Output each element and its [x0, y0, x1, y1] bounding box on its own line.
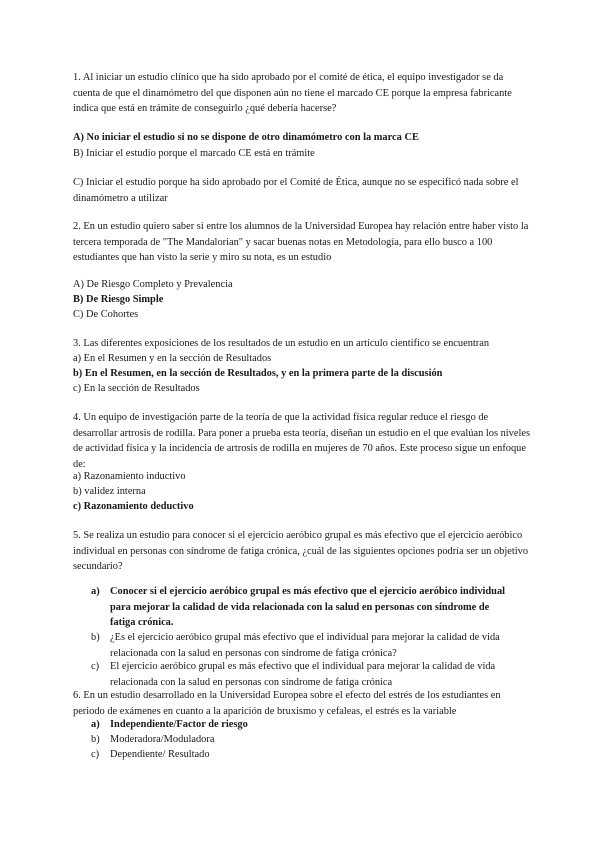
question-2-option-a: A) De Riesgo Completo y Prevalencia: [73, 279, 233, 290]
question-5-option-c: [91, 659, 511, 690]
option-text: Moderadora/Moduladora: [110, 734, 215, 745]
question-5-text: 5. Se realiza un estudio para conocer si el ejercicio aeróbico grupal es más efectivo que el ejercicio aeróbico individual en personas con síndrome de fatiga crónica, ¿cuál de las siguientes opciones podría ser un objetivo secundario?: [73, 530, 529, 572]
question-6-option-b: [91, 732, 214, 748]
question-1-option-b: B) Iniciar el estudio porque el marcado CE está en trámite: [73, 148, 315, 159]
option-text: ¿Es el ejercicio aeróbico grupal más efectivo que el individual para mejorar la calidad de vida relacionada con la salud en personas con síndrome de fatiga crónica?: [110, 632, 500, 659]
question-2-option-b: B) De Riesgo Simple: [73, 294, 164, 305]
question-3-option-a: a) En el Resumen y en la sección de Resultados: [73, 353, 272, 364]
question-5-option-b: [91, 630, 511, 661]
question-1-text: 1. Al iniciar un estudio clínico que ha sido aprobado por el comité de ética, el equipo investigador se da cuenta de que el dinamómetro del que disponen aún no tiene el marcado CE porque la empresa fabricante indica que está en trámite de conseguirlo ¿qué debería hacerse?: [73, 72, 512, 114]
option-label: b): [91, 734, 100, 745]
option-text: El ejercicio aeróbico grupal es más efectivo que el individual para mejorar la calidad de vida relacionada con la salud en personas con síndrome de fatiga crónica: [110, 661, 496, 688]
option-label: c): [91, 749, 100, 760]
question-5-option-a: [91, 584, 511, 631]
option-text: Independiente/Factor de riesgo: [110, 719, 248, 730]
question-4-option-c: c) Razonamiento deductivo: [73, 501, 194, 512]
question-5: [73, 528, 531, 575]
question-6-text: 6. En un estudio desarrollado en la Universidad Europea sobre el efecto del estrés de los estudiantes en periodo de exámenes en cuanto a la aparición de bruxismo y cefaleas, el estrés es la variable: [73, 690, 501, 717]
question-4-option-a: a) Razonamiento inductivo: [73, 471, 186, 482]
question-3: [73, 336, 543, 352]
option-text: Conocer si el ejercicio aeróbico grupal es más efectivo que el ejercicio aeróbico individual para mejorar la calidad de vida relacionada con la salud en personas con síndrome de fatiga crónica.: [110, 586, 506, 628]
question-4: [73, 410, 531, 472]
option-text: Dependiente/ Resultado: [110, 749, 210, 760]
question-2-text: 2. En un estudio quiero saber si entre los alumnos de la Universidad Europea hay relación entre haber visto la tercera temporada de "The Mandalorian" y sacar buenas notas en Metodología, para ello busco a 100 estudiantes que han visto la serie y miro su nota, es un estudio: [73, 221, 529, 263]
question-1: [73, 70, 531, 117]
question-6-option-c: [91, 747, 210, 763]
option-label: b): [91, 632, 100, 643]
question-3-option-b: b) En el Resumen, en la sección de Resultados, y en la primera parte de la discusión: [73, 368, 443, 379]
question-4-option-b: b) validez interna: [73, 486, 146, 497]
question-6: [73, 688, 531, 719]
question-2-option-c: C) De Cohortes: [73, 309, 139, 320]
question-6-option-a: [91, 717, 248, 733]
question-4-text: 4. Un equipo de investigación parte de la teoría de que la actividad física regular reduce el riesgo de desarrollar artrosis de rodilla. Para poner a prueba esta teoría, diseñan un estudio en el que evalúan los niveles de actividad física y la incidencia de artrosis de rodilla en mujeres de 70 años. Este proceso sigue un enfoque de:: [73, 412, 531, 470]
question-3-option-c: c) En la sección de Resultados: [73, 383, 200, 394]
option-label: a): [91, 586, 100, 597]
option-label: a): [91, 719, 100, 730]
question-3-text: 3. Las diferentes exposiciones de los resultados de un estudio en un artículo científico se encuentran: [73, 338, 490, 349]
question-2: [73, 219, 531, 266]
question-1-option-a: A) No iniciar el estudio si no se dispone de otro dinamómetro con la marca CE: [73, 132, 419, 143]
question-1-option-c: C) Iniciar el estudio porque ha sido aprobado por el Comité de Ética, aunque no se especificó nada sobre el dinamómetro a utilizar: [73, 177, 519, 204]
option-label: c): [91, 661, 100, 672]
